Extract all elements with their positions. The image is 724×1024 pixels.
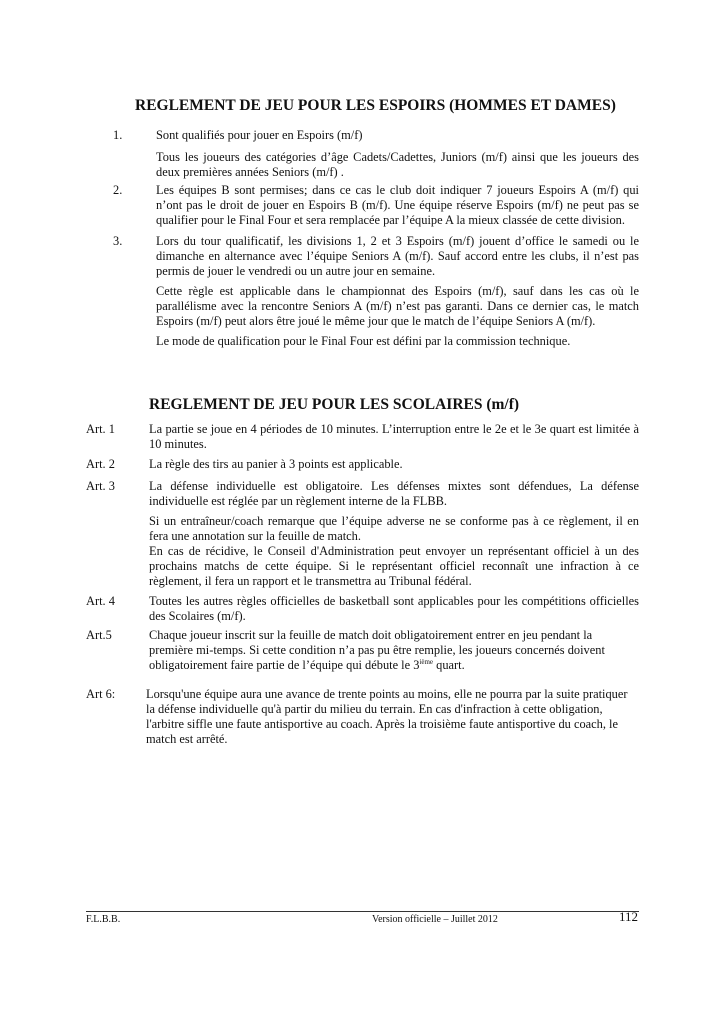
item-text: Le mode de qualification pour le Final Four est défini par la commission technique. <box>156 334 571 348</box>
article-label: Art. 3 <box>86 479 115 493</box>
page-number: 112 <box>619 909 639 924</box>
item-text: Lors du tour qualificatif, les divisions 1, 2 et 3 Espoirs (m/f) jouent d’office le samedi ou le dimanche en alternance avec l’équipe Seniors A (m/f). Sauf accord entre les clubs, il n’est pas permis de jouer le vendredi ou un autre jour en semaine. <box>156 234 639 278</box>
item-text: Sont qualifiés pour jouer en Espoirs (m/f) <box>156 128 363 142</box>
article-text: Si un entraîneur/coach remarque que l’équipe adverse ne se conforme pas à ce règlement, il en fera une annotation sur la feuille de match. <box>149 514 639 543</box>
article-label: Art. 4 <box>86 594 115 608</box>
section-title-scolaires: REGLEMENT DE JEU POUR LES SCOLAIRES (m/f) <box>149 396 520 413</box>
article-label: Art. 1 <box>86 422 115 436</box>
article-text: En cas de récidive, le Conseil d'Administration peut envoyer un représentant officiel à un des prochains matchs de cette équipe. Si le représentant officiel reconnaît une infraction à ce règlement, il fera un rapport et le transmettra au Tribunal fédéral. <box>149 544 639 588</box>
article-text: Toutes les autres règles officielles de basketball sont applicables pour les compétitions officielles des Scolaires (m/f). <box>149 594 639 623</box>
footer-version: Version officielle – Juillet 2012 <box>372 914 498 925</box>
item-number: 1. <box>113 128 123 142</box>
item-number: 3. <box>113 234 123 248</box>
article-label: Art.5 <box>86 628 112 642</box>
article-text: La règle des tirs au panier à 3 points est applicable. <box>149 457 403 471</box>
article-label: Art. 2 <box>86 457 115 471</box>
article-text: La défense individuelle est obligatoire. Les défenses mixtes sont défendues, La défense individuelle est réglée par un règlement interne de la FLBB. <box>149 479 639 508</box>
article-label: Art 6: <box>86 687 116 701</box>
article-text: Chaque joueur inscrit sur la feuille de match doit obligatoirement entrer en jeu pendant la première mi-temps. Si cette condition n’a pas pu être remplie, les joueurs concernés doivent obligatoirement faire partie de l’équipe qui débute le 3ième quart. <box>149 628 605 672</box>
footer-rule <box>86 911 639 912</box>
item-text: Tous les joueurs des catégories d’âge Cadets/Cadettes, Juniors (m/f) ainsi que les joueurs des deux premières années Seniors (m/f) . <box>156 150 639 179</box>
article-text: La partie se joue en 4 périodes de 10 minutes. L’interruption entre le 2e et le 3e quart est limitée à 10 minutes. <box>149 422 639 451</box>
item-number: 2. <box>113 183 123 197</box>
item-text: Les équipes B sont permises; dans ce cas le club doit indiquer 7 joueurs Espoirs A (m/f) qui n’ont pas le droit de jouer en Espoirs B (m/f). Une équipe réserve Espoirs (m/f) ne peut pas se qualifier pour le Final Four et sera remplacée par l’équipe A la mieux classée de cette division. <box>156 183 639 227</box>
footer-left: F.L.B.B. <box>86 914 121 925</box>
section-title-espoirs: REGLEMENT DE JEU POUR LES ESPOIRS (HOMMES ET DAMES) <box>135 97 616 114</box>
item-text: Cette règle est applicable dans le championnat des Espoirs (m/f), sauf dans les cas où le parallélisme avec la rencontre Seniors A (m/f) n’est pas garanti. Dans ce dernier cas, le match Espoirs (m/f) peut alors être joué le même jour que le match de l’équipe Seniors A (m/f). <box>156 284 639 328</box>
article-text: Lorsqu'une équipe aura une avance de trente points au moins, elle ne pourra par la suite pratiquer la défense individuelle qu'à partir du milieu du terrain. En cas d'infraction à cette obligation, l'arbitre siffle une faute antisportive au coach. Après la troisième faute antisportive du coach, le match est arrêté. <box>146 687 628 746</box>
